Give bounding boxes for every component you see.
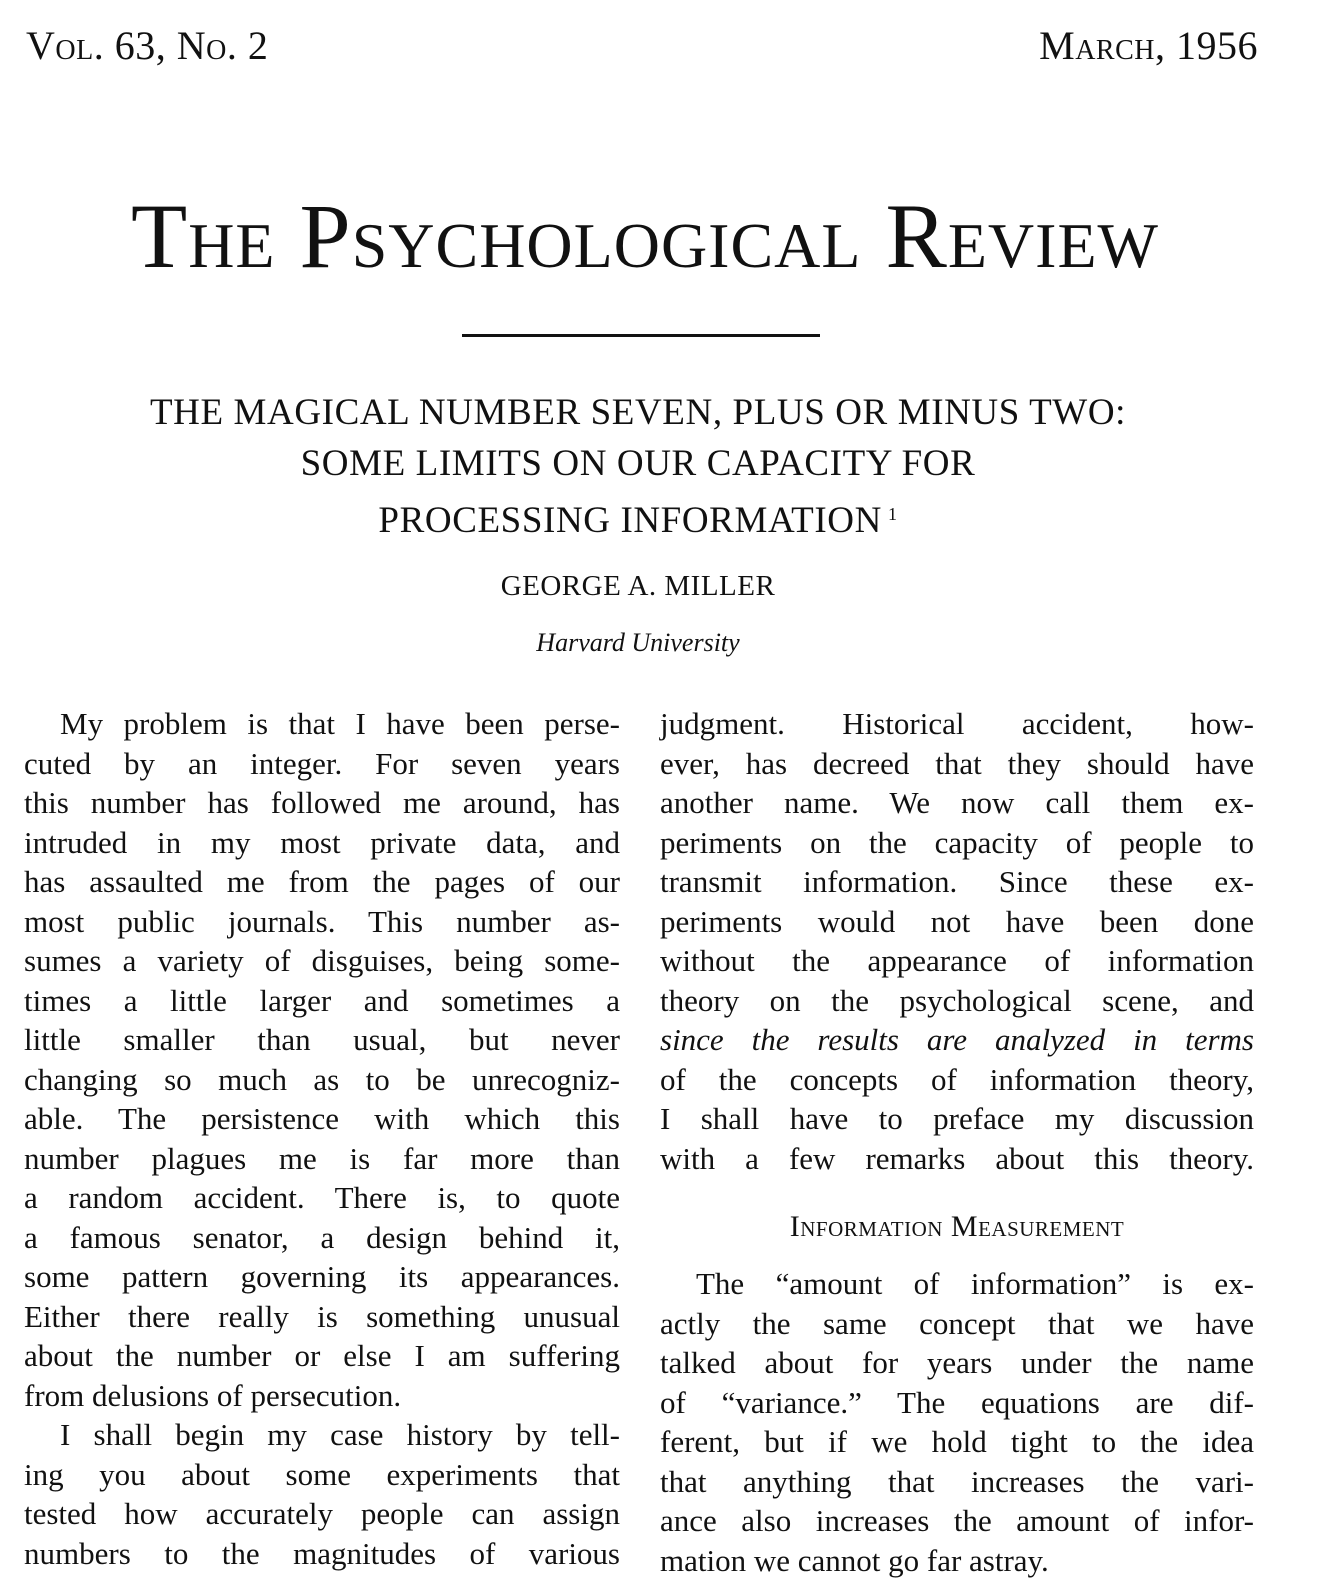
section-heading: Information Measurement — [789, 1210, 1125, 1243]
text-line: The “amount of information” is ex- — [696, 1266, 1254, 1301]
text-line: ferent, but if we hold tight to the idea — [660, 1424, 1254, 1459]
text-line: numbers to the magnitudes of various — [24, 1535, 620, 1571]
text-line: sumes a variety of disguises, being some- — [24, 943, 620, 978]
text-line: transmit information. Since these ex- — [660, 864, 1254, 899]
text-line: talked about for years under the name — [660, 1345, 1254, 1380]
text-line: times a little larger and sometimes a — [24, 982, 620, 1018]
text-line: ing you about some experiments that — [24, 1456, 620, 1492]
text-line: of the concepts of information theory, — [660, 1061, 1254, 1097]
paragraph — [24, 1415, 620, 1573]
text-line: from delusions of persecution. — [24, 1377, 402, 1413]
text-line: some pattern governing its appearances. — [24, 1259, 620, 1294]
article-title-line — [0, 489, 1276, 546]
article-title-line: SOME LIMITS ON OUR CAPACITY FOR — [300, 443, 976, 484]
title-divider — [462, 334, 820, 337]
text-line: little smaller than usual, but never — [24, 1022, 620, 1057]
text-line: My problem is that I have been perse- — [60, 706, 620, 741]
article-title — [0, 387, 1276, 546]
text-line: of “variance.” The equations are dif- — [660, 1384, 1254, 1420]
journal-title: The Psychological Review — [131, 185, 1159, 287]
text-line: I shall begin my case history by tell- — [60, 1417, 620, 1452]
paragraph — [660, 1264, 1254, 1580]
text-line: theory on the psychological scene, and — [660, 982, 1254, 1018]
text-line: cuted by an integer. For seven years — [24, 745, 620, 781]
text-line: mation we cannot go far astray. — [660, 1542, 1049, 1578]
text-line: I shall have to preface my discussion — [660, 1101, 1254, 1136]
author-affiliation: Harvard University — [536, 628, 740, 657]
text-line: a famous senator, a design behind it, — [24, 1219, 620, 1255]
article-title-line: THE MAGICAL NUMBER SEVEN, PLUS OR MINUS TWO: — [149, 392, 1127, 433]
text-line: Either there really is something unusual — [24, 1298, 620, 1334]
journal-volume-issue: Vol. 63, No. 2 — [26, 23, 269, 68]
paragraph — [24, 704, 620, 1415]
text-line: able. The persistence with which this — [24, 1101, 620, 1136]
journal-issue-date: March, 1956 — [1039, 23, 1258, 68]
paragraph — [660, 704, 1254, 1178]
text-line: a random accident. There is, to quote — [24, 1180, 620, 1215]
body-column-left — [24, 704, 620, 1573]
text-line: ever, has decreed that they should have — [660, 745, 1254, 781]
text-line: has assaulted me from the pages of our — [24, 864, 620, 899]
article-title-line-text: PROCESSING INFORMATION — [378, 500, 882, 541]
text-line: without the appearance of information — [660, 943, 1254, 978]
text-line: another name. We now call them ex- — [660, 785, 1254, 820]
text-line: periments would not have been done — [660, 903, 1254, 939]
text-line: about the number or else I am suffering — [24, 1338, 620, 1373]
text-line: intruded in my most private data, and — [24, 824, 620, 860]
text-line: that anything that increases the vari- — [660, 1463, 1254, 1499]
text-line: tested how accurately people can assign — [24, 1496, 620, 1531]
text-line: changing so much as to be unrecogniz- — [24, 1061, 620, 1097]
text-line: this number has followed me around, has — [24, 785, 620, 820]
text-line: with a few remarks about this theory. — [660, 1140, 1254, 1176]
body-column-right — [660, 704, 1254, 1580]
text-line: judgment. Historical accident, how- — [660, 706, 1254, 741]
text-line: number plagues me is far more than — [24, 1140, 620, 1176]
text-line: ance also increases the amount of infor- — [660, 1503, 1254, 1538]
text-line: actly the same concept that we have — [660, 1305, 1254, 1341]
text-line: periments on the capacity of people to — [660, 824, 1254, 860]
text-line: most public journals. This number as- — [24, 903, 620, 939]
author-name: GEORGE A. MILLER — [500, 570, 776, 602]
text-line: since the results are analyzed in terms — [660, 1022, 1254, 1057]
footnote-marker[interactable]: 1 — [887, 504, 898, 524]
